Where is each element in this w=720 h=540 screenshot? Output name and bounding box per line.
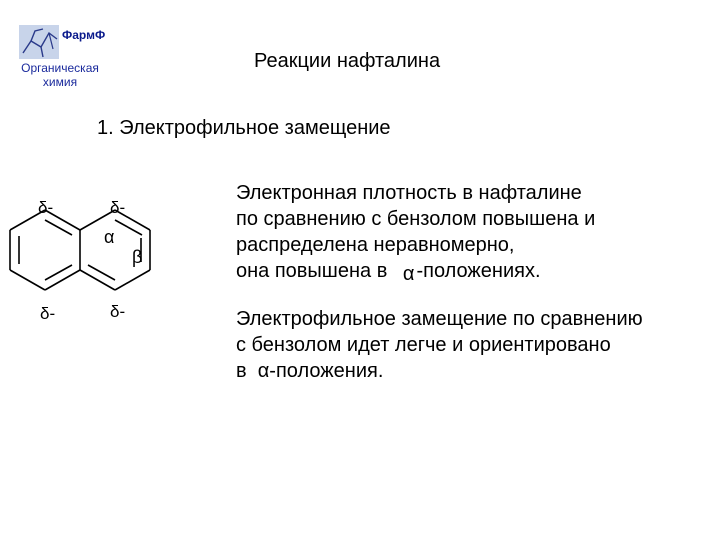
logo-subtitle bbox=[6, 61, 114, 89]
para2-line-1: Электрофильное замещение по сравнению bbox=[236, 308, 643, 330]
para2-line-3: в α-положения. bbox=[236, 360, 384, 382]
electron-density-paragraph bbox=[236, 180, 595, 284]
para1-line-4-pre: она повышена в bbox=[236, 260, 388, 282]
slide-title: Реакции нафталина bbox=[254, 50, 441, 72]
logo-icon bbox=[19, 25, 59, 59]
section-title: 1. Электрофильное замещение bbox=[97, 117, 391, 139]
delta-top-left-label: δ- bbox=[38, 198, 54, 217]
logo-subtitle-line-2: химия bbox=[42, 75, 78, 89]
delta-bottom-right-label: δ- bbox=[110, 302, 126, 321]
para1-line-4 bbox=[236, 258, 595, 284]
delta-top-right-label: δ- bbox=[110, 198, 126, 217]
logo-title: ФармФ bbox=[62, 28, 106, 42]
naphthalene-structure bbox=[0, 180, 220, 330]
para1-line-3: распределена неравномерно, bbox=[236, 234, 515, 256]
delta-bottom-left-label: δ- bbox=[40, 304, 56, 323]
naphthalene-bonds bbox=[10, 210, 150, 290]
para1-alpha-symbol: α bbox=[402, 263, 415, 285]
alpha-label: α bbox=[104, 227, 115, 247]
beta-label: β bbox=[132, 247, 143, 267]
logo-subtitle-line-1: Органическая bbox=[21, 61, 99, 75]
substitution-paragraph bbox=[236, 306, 643, 384]
para1-line-4-post: -положениях. bbox=[416, 260, 541, 282]
para2-line-2: с бензолом идет легче и ориентировано bbox=[236, 334, 611, 356]
para1-line-2: по сравнению с бензолом повышена и bbox=[236, 208, 596, 230]
para1-line-1: Электронная плотность в нафталине bbox=[236, 182, 582, 204]
